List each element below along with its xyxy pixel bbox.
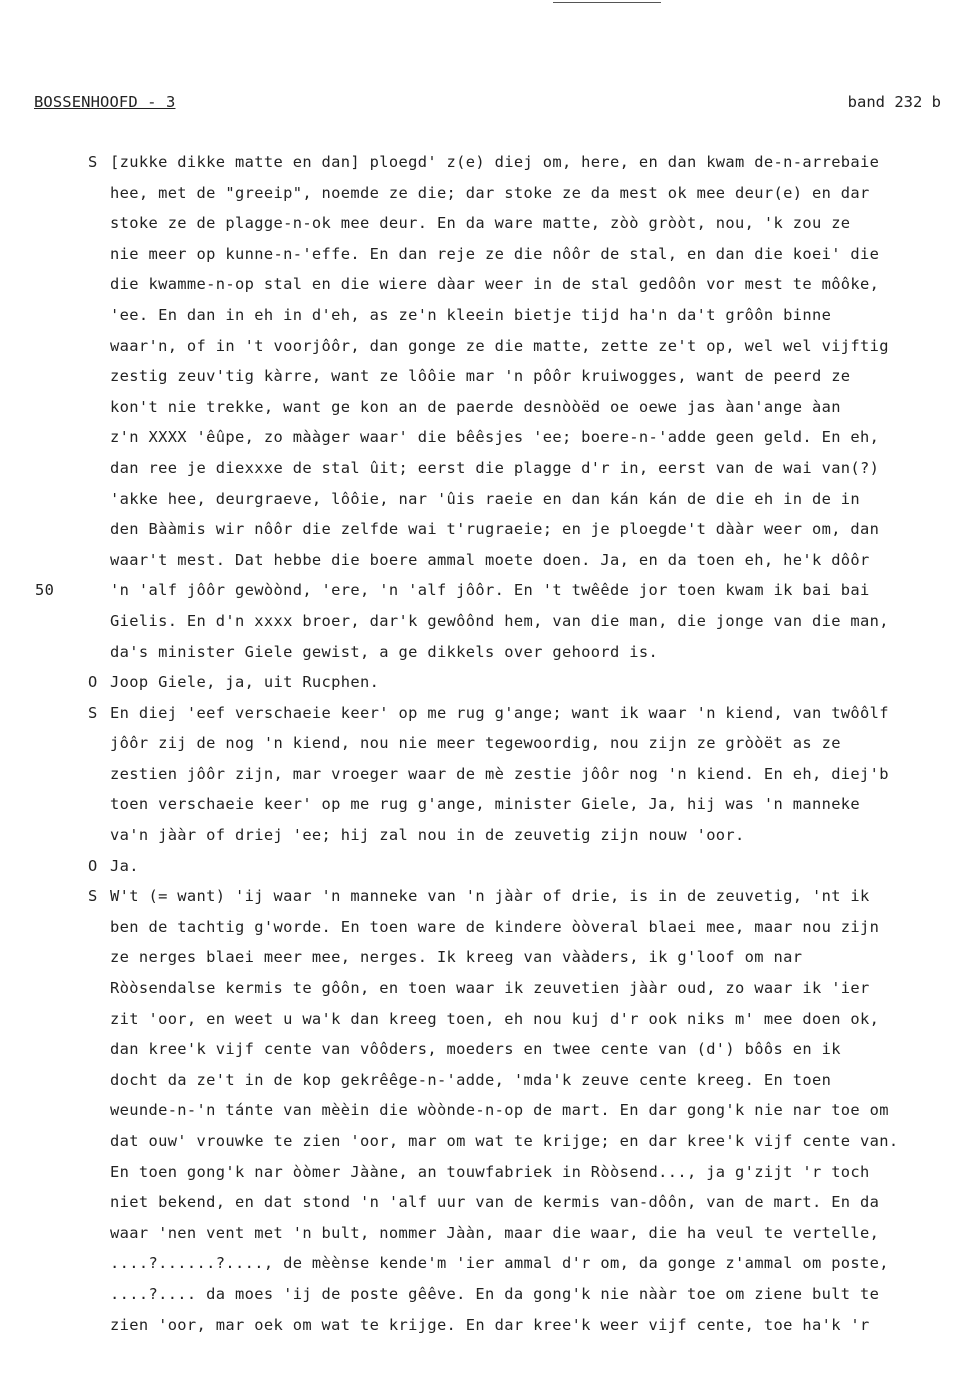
line-text: waar 'nen vent met 'n bult, nommer Jààn, maar die waar, die ha veul te vertelle, [110, 1223, 880, 1242]
transcript-line [0, 484, 973, 515]
transcript-line [0, 698, 973, 729]
transcript-line [0, 300, 973, 331]
line-text: va'n jààr of driej 'ee; hij zal nou in de zeuvetig zijn nouw 'oor. [110, 826, 745, 845]
line-text: jôôr zij de nog 'n kiend, nou nie meer tegewoordig, nou zijn ze gròòët as ze [110, 734, 841, 753]
speaker-label: O [88, 856, 98, 875]
line-text: 'akke hee, deurgraeve, lôôie, nar 'ûis raeie en dan kán kán de die eh in de in [110, 489, 861, 508]
line-text: Ròòsendalse kermis te gôôn, en toen waar ik zeuvetien jààr oud, zo waar ik 'ier [110, 979, 870, 998]
line-text: docht da ze't in de kop gekrêêge-n-'adde, 'mda'k zeuve cente kreeg. En toen [110, 1070, 832, 1089]
transcript-line [0, 1126, 973, 1157]
transcript-line [0, 1248, 973, 1279]
line-text: ze nerges blaei meer mee, nerges. Ik kreeg van vààders, ik g'loof om nar [110, 948, 803, 967]
transcript-line [0, 208, 973, 239]
transcript-line [0, 820, 973, 851]
transcript-line [0, 545, 973, 576]
line-text: waar'n, of in 't voorjôôr, dan gonge ze die matte, zette ze't op, wel wel vijftig [110, 336, 889, 355]
line-text: ben de tachtig g'worde. En toen ware de kindere òòveral blaei mee, maar nou zijn [110, 917, 880, 936]
line-text: 'n 'alf jôôr gewòònd, 'ere, 'n 'alf jôôr. En 't twêêde jor toen kwam ik bai bai [110, 581, 870, 600]
line-text: weunde-n-'n tánte van mèèin die wòònde-n-op de mart. En dar gong'k nie nar toe om [110, 1101, 889, 1120]
line-text: zit 'oor, en weet u wa'k dan kreeg toen, eh nou kuj d'r ook niks m' mee doen ok, [110, 1009, 880, 1028]
transcript-line [0, 453, 973, 484]
transcript-line [0, 1095, 973, 1126]
transcript-line [0, 1310, 973, 1341]
transcript-line [0, 422, 973, 453]
line-text: En toen gong'k nar òòmer Jààne, an touwfabriek in Ròòsend..., ja g'zijt 'r toch [110, 1162, 870, 1181]
line-text: niet bekend, en dat stond 'n 'alf uur van de kermis van-dôôn, van de mart. En da [110, 1193, 880, 1212]
transcript-line [0, 575, 973, 606]
transcript-line [0, 1157, 973, 1188]
transcript-line [0, 789, 973, 820]
transcript-line [0, 912, 973, 943]
line-text: ....?.... da moes 'ij de poste gêêve. En da gong'k nie nààr toe om ziene bult te [110, 1284, 880, 1303]
line-text: dat ouw' vrouwke te zien 'oor, mar om wat te krijge; en dar kree'k vijf cente van. [110, 1132, 899, 1150]
top-rule [553, 2, 661, 3]
line-text: z'n XXXX 'êûpe, zo mààger waar' die bêêsjes 'ee; boere-n-'adde geen geld. En eh, [110, 428, 880, 447]
line-text: stoke ze de plagge-n-ok mee deur. En da ware matte, zòò gròòt, nou, 'k zou ze [110, 214, 851, 233]
line-text: 'ee. En dan in eh in d'eh, as ze'n kleein bietje tijd ha'n da't grôôn binne [110, 305, 832, 324]
transcript-line [0, 606, 973, 637]
band-label: band 232 b [847, 93, 941, 111]
line-text: zien 'oor, mar oek om wat te krijge. En dar kree'k weer vijf cente, toe ha'k 'r [110, 1315, 870, 1334]
transcript-line [0, 728, 973, 759]
transcript-line [0, 637, 973, 668]
speaker-label: O [88, 673, 98, 692]
speaker-label: S [88, 887, 98, 906]
line-text: dan kree'k vijf cente van vôôders, moeders en twee cente van (d') bôôs en ik [110, 1040, 841, 1059]
transcript-line [0, 178, 973, 209]
line-text: zestien jôôr zijn, mar vroeger waar de mè zestie jôôr nog 'n kiend. En eh, diej'b [110, 764, 889, 783]
transcript-line [0, 667, 973, 698]
transcript-line [0, 851, 973, 882]
line-text: die kwamme-n-op stal en die wiere dàar weer in de stal gedôôn vor mest te môôke, [110, 275, 880, 294]
line-text: waar't mest. Dat hebbe die boere ammal moete doen. Ja, en da toen eh, he'k dôôr [110, 550, 870, 569]
line-text: kon't nie trekke, want ge kon an de paerde desnòòëd oe oewe jas àan'ange àan [110, 397, 841, 416]
transcript-line [0, 1034, 973, 1065]
line-text: da's minister Giele gewist, a ge dikkels over gehoord is. [110, 642, 659, 661]
transcript-line [0, 1065, 973, 1096]
transcript-line [0, 361, 973, 392]
transcript-line [0, 514, 973, 545]
transcript-line [0, 147, 973, 178]
line-text: ....?......?...., de mèènse kende'm 'ier ammal d'r om, da gonge z'ammal om poste, [110, 1254, 889, 1273]
line-text: nie meer op kunne-n-'effe. En dan reje ze die nôôr de stal, en dan die koei' die [110, 244, 880, 263]
line-text: En diej 'eef verschaeie keer' op me rug g'ange; want ik waar 'n kiend, van twôôlf [110, 703, 889, 722]
transcript-line [0, 942, 973, 973]
line-text: dan ree je diexxxe de stal ûit; eerst die plagge d'r in, eerst van de wai van(?) [110, 458, 880, 477]
line-text: toen verschaeie keer' op me rug g'ange, minister Giele, Ja, hij was 'n manneke [110, 795, 861, 814]
transcript-line [0, 1279, 973, 1310]
transcript-line [0, 239, 973, 270]
line-text: Ja. [110, 856, 139, 875]
line-text: hee, met de "greeip", noemde ze die; dar stoke ze da mest ok mee deur(e) en dar [110, 183, 870, 202]
transcript-line [0, 759, 973, 790]
transcript-line [0, 973, 973, 1004]
line-text: Joop Giele, ja, uit Rucphen. [110, 673, 380, 692]
transcript-line [0, 269, 973, 300]
line-text: [zukke dikke matte en dan] ploegd' z(e) diej om, here, en dan kwam de-n-arrebaie [110, 153, 880, 171]
speaker-label: S [88, 703, 98, 722]
transcript-line [0, 1187, 973, 1218]
line-text: W't (= want) 'ij waar 'n manneke van 'n jààr of drie, is in de zeuvetig, 'nt ik [110, 887, 870, 906]
line-number: 50 [35, 581, 55, 600]
page-title: BOSSENHOOFD - 3 [34, 93, 176, 111]
speaker-label: S [88, 153, 98, 171]
transcript-line [0, 881, 973, 912]
transcript-line [0, 1218, 973, 1249]
line-text: zestig zeuv'tig kàrre, want ze lôôie mar 'n pôôr kruiwogges, want de peerd ze [110, 367, 851, 386]
transcript-body [0, 147, 973, 1340]
line-text: den Bààmis wir nôôr die zelfde wai t'rugraeie; en je ploegde't dààr weer om, dan [110, 520, 880, 539]
transcript-line [0, 392, 973, 423]
line-text: Gielis. En d'n xxxx broer, dar'k gewôônd hem, van die man, die jonge van die man, [110, 611, 889, 630]
transcript-line [0, 1004, 973, 1035]
transcript-line [0, 331, 973, 362]
